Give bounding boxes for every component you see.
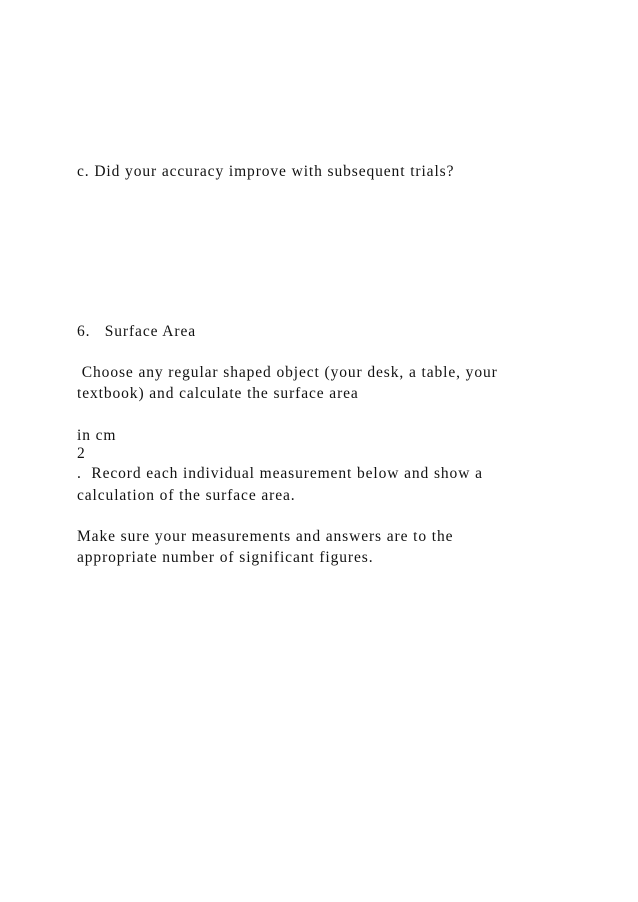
section-heading: 6. Surface Area (77, 323, 197, 340)
paragraph-2-line-2: calculation of the surface area. (77, 487, 296, 504)
unit-superscript: 2 (77, 445, 86, 462)
paragraph-3-line-1: Make sure your measurements and answers are to the (77, 528, 454, 545)
paragraph-1-line-1: Choose any regular shaped object (your desk, a table, your (77, 364, 498, 381)
paragraph-3-line-2: appropriate number of significant figures. (77, 549, 374, 566)
question-c-text: c. Did your accuracy improve with subsequent trials? (77, 163, 455, 180)
paragraph-2-line-1: . Record each individual measurement below and show a (77, 465, 483, 482)
paragraph-1-line-2: textbook) and calculate the surface area (77, 385, 359, 402)
unit-text: in cm (77, 427, 117, 444)
